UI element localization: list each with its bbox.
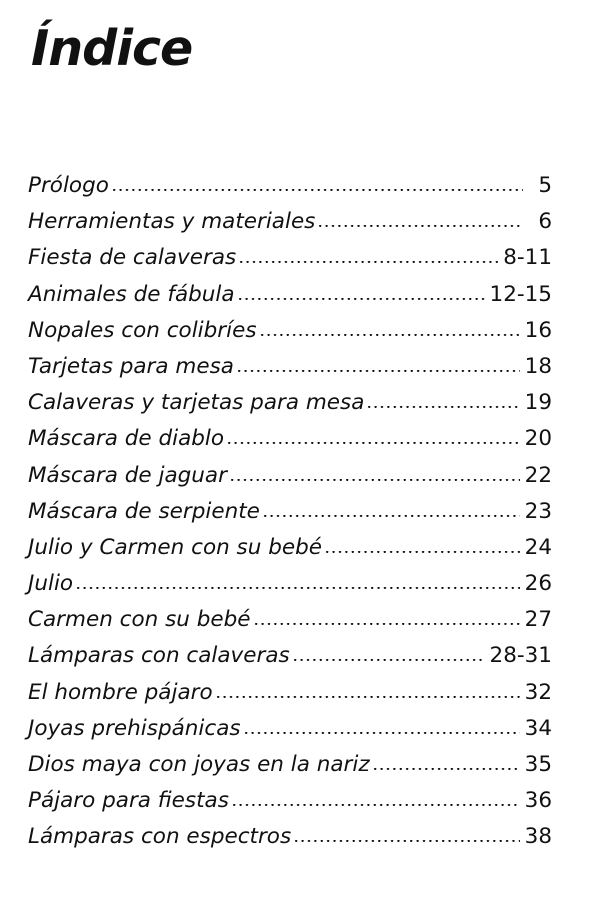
toc-entry (28, 385, 552, 421)
toc-entry-title: Carmen con su bebé (28, 607, 251, 633)
toc-entry (28, 421, 552, 457)
toc-entry (28, 240, 552, 276)
dot-leader (238, 261, 498, 263)
dot-leader (236, 370, 520, 372)
toc-page-number: 6 (538, 209, 552, 235)
dot-leader (229, 479, 520, 481)
toc-entry (28, 168, 552, 204)
toc-page-number: 20 (524, 426, 552, 452)
toc-entry (28, 494, 552, 530)
toc-entry-title: Máscara de jaguar (28, 462, 227, 488)
dot-leader (215, 696, 520, 698)
dot-leader (317, 225, 523, 227)
toc-page-number: 8-11 (503, 245, 552, 271)
dot-leader (259, 334, 520, 336)
toc-entry-title: Máscara de diablo (28, 426, 225, 452)
toc-entry (28, 530, 552, 566)
dot-leader (111, 189, 523, 191)
table-of-contents (28, 168, 552, 856)
toc-entry-title: Nopales con colibríes (28, 317, 257, 343)
dot-leader (75, 587, 520, 589)
toc-entry-title: Calaveras y tarjetas para mesa (28, 390, 365, 416)
toc-entry-title: El hombre pájaro (28, 679, 213, 705)
toc-entry-title: Máscara de serpiente (28, 498, 260, 524)
toc-entry (28, 747, 552, 783)
dot-leader (226, 442, 520, 444)
toc-entry-title: Julio (28, 571, 74, 597)
toc-entry-title: Joyas prehispánicas (28, 715, 241, 741)
dot-leader (253, 623, 520, 625)
toc-entry-title: Herramientas y materiales (28, 209, 316, 235)
toc-entry (28, 783, 552, 819)
toc-page-number: 34 (524, 715, 552, 741)
toc-page-number: 16 (524, 317, 552, 343)
toc-entry-title: Lámparas con calaveras (28, 643, 290, 669)
toc-page-number: 23 (524, 498, 552, 524)
toc-entry (28, 675, 552, 711)
toc-entry (28, 602, 552, 638)
page-title: Índice (31, 20, 193, 77)
toc-page-number: 38 (524, 824, 552, 850)
toc-entry (28, 349, 552, 385)
toc-page-number: 12-15 (489, 281, 552, 307)
toc-page-number: 35 (524, 752, 552, 777)
toc-page-number: 5 (538, 173, 552, 198)
toc-entry-title: Julio y Carmen con su bebé (28, 534, 322, 560)
toc-page-number: 26 (524, 571, 552, 597)
toc-entry-title: Dios maya con joyas en la nariz (28, 752, 370, 777)
toc-page-number: 27 (524, 607, 552, 633)
toc-entry (28, 204, 552, 240)
toc-entry-title: Fiesta de calaveras (28, 245, 237, 271)
toc-entry-title: Lámparas con espectros (28, 824, 292, 850)
toc-entry (28, 458, 552, 494)
dot-leader (237, 298, 485, 300)
toc-page-number: 22 (524, 462, 552, 488)
toc-page-number: 28-31 (489, 643, 552, 669)
toc-entry (28, 277, 552, 313)
toc-page-number: 32 (524, 679, 552, 705)
toc-entry (28, 711, 552, 747)
toc-entry (28, 313, 552, 349)
toc-entry (28, 819, 552, 855)
toc-entry (28, 638, 552, 674)
dot-leader (366, 406, 519, 408)
toc-entry-title: Tarjetas para mesa (28, 353, 234, 379)
dot-leader (372, 768, 520, 770)
toc-entry-title: Prólogo (28, 173, 109, 198)
dot-leader (293, 840, 519, 842)
dot-leader (292, 659, 485, 661)
toc-page-number: 18 (524, 353, 552, 379)
toc-page-number: 19 (524, 390, 552, 416)
toc-entry-title: Pájaro para fiestas (28, 788, 229, 814)
dot-leader (262, 515, 520, 517)
dot-leader (324, 551, 520, 553)
dot-leader (243, 732, 520, 734)
toc-entry-title: Animales de fábula (28, 281, 235, 307)
toc-entry (28, 566, 552, 602)
dot-leader (231, 804, 520, 806)
toc-page-number: 24 (524, 534, 552, 560)
toc-page-number: 36 (524, 788, 552, 814)
